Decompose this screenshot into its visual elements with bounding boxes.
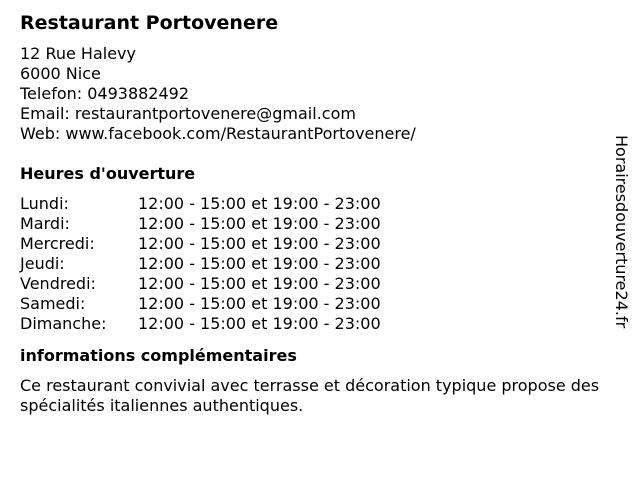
restaurant-card (20, 10, 610, 416)
hours-day: Jeudi: (20, 254, 65, 273)
web-line (20, 124, 610, 144)
hours-row (20, 274, 381, 294)
hours-time: 12:00 - 15:00 et 19:00 - 23:00 (138, 234, 381, 253)
hours-row (20, 254, 381, 274)
hours-day: Dimanche: (20, 314, 107, 333)
extra-info-heading: informations complémentaires (20, 346, 297, 365)
hours-time: 12:00 - 15:00 et 19:00 - 23:00 (138, 214, 381, 233)
hours-day: Vendredi: (20, 274, 96, 293)
email-link[interactable]: restaurantportovenere@gmail.com (74, 104, 356, 123)
hours-time: 12:00 - 15:00 et 19:00 - 23:00 (138, 294, 381, 313)
hours-row (20, 234, 381, 254)
phone-line: Telefon: 0493882492 (20, 84, 190, 103)
page-title: Restaurant Portovenere (20, 12, 279, 34)
hours-row (20, 314, 381, 334)
hours-day: Lundi: (20, 194, 69, 213)
email-line (20, 104, 610, 124)
hours-day: Mercredi: (20, 234, 95, 253)
hours-row (20, 214, 381, 234)
site-watermark: Horairesdouverture24.fr (612, 135, 631, 329)
address-city: 6000 Nice (20, 64, 101, 83)
hours-table (20, 194, 381, 334)
email-label: Email: (20, 104, 75, 123)
restaurant-description: Ce restaurant convivial avec terrasse et décoration typique propose des spécialités italiennes authentiques. (20, 376, 600, 415)
address-street: 12 Rue Halevy (20, 44, 136, 63)
hours-day: Mardi: (20, 214, 70, 233)
hours-heading: Heures d'ouverture (20, 164, 196, 183)
hours-day: Samedi: (20, 294, 86, 313)
hours-time: 12:00 - 15:00 et 19:00 - 23:00 (138, 274, 381, 293)
web-label: Web: (20, 124, 66, 143)
hours-time: 12:00 - 15:00 et 19:00 - 23:00 (138, 254, 381, 273)
hours-row (20, 194, 381, 214)
hours-row (20, 294, 381, 314)
web-link[interactable]: www.facebook.com/RestaurantPortovenere/ (65, 124, 416, 143)
hours-time: 12:00 - 15:00 et 19:00 - 23:00 (138, 194, 381, 213)
hours-time: 12:00 - 15:00 et 19:00 - 23:00 (138, 314, 381, 333)
